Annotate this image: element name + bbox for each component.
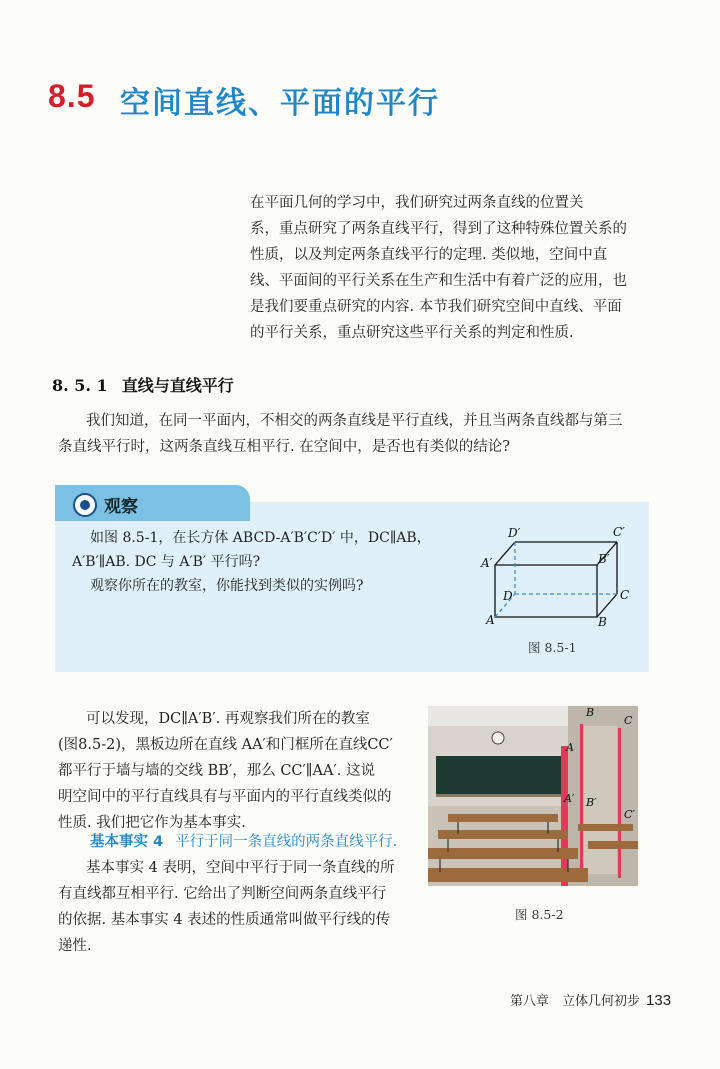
observe-line: 观察你所在的教室，你能找到类似的实例吗? [90,578,364,594]
figure-caption: 图 8.5-2 [515,907,564,922]
chapter-title: 第八章 立体几何初步 [510,994,641,1009]
photo-label: A′ [564,792,575,805]
photo-label: C [624,714,633,727]
clock-icon [492,732,504,744]
paragraph-line: (图8.5-2)，黑板边所在直线 AA′和门框所在直线CC′ [58,737,393,753]
paragraph-line: 条直线平行时，这两条直线互相平行. 在空间中，是否也有类似的结论? [58,439,510,455]
paragraph-line: 性质. 我们把它作为基本事实. [58,815,246,831]
photo-label: A [566,741,574,754]
classroom-photo [428,706,638,886]
fact-key: 基本事实 4 [90,834,164,850]
paragraph-line: 我们知道，在同一平面内，不相交的两条直线是平行直线，并且当两条直线都与第三 [86,413,623,429]
figure-caption: 图 8.5-1 [528,640,577,655]
intro-line: 在平面几何的学习中，我们研究过两条直线的位置关 [250,195,584,211]
subsection-number: 8. 5. 1 [52,376,108,395]
vertex-label: B′ [598,552,610,566]
vertex-label: A′ [481,556,493,570]
photo-label: B [586,706,595,719]
vertex-label: C′ [613,525,625,539]
paragraph-line: 都平行于墙与墙的交线 BB′，那么 CC′∥AA′. 这说 [58,763,375,779]
section-number: 8.5 [48,78,96,114]
blackboard [436,756,561,794]
subsection-title: 直线与直线平行 [121,376,234,395]
intro-line: 线、平面间的平行关系在生产和生活中有着广泛的应用，也 [250,273,627,289]
target-icon [73,493,97,517]
vertex-label: D [503,589,513,603]
photo-label: B′ [586,796,597,809]
paragraph-line: 可以发现，DC∥A′B′. 再观察我们所在的教室 [86,711,370,727]
vertex-label: B [598,615,607,629]
paragraph-explanation [58,855,420,959]
observe-line: A′B′∥AB. DC 与 A′B′ 平行吗? [72,554,261,570]
page-title: 空间直线、平面的平行 [120,86,440,121]
cuboid-edge [597,594,617,617]
subsection-heading [52,373,234,396]
vertex-label: D′ [508,526,521,540]
page-footer [510,990,671,1009]
photo-label: C′ [624,808,635,821]
paragraph-observation [58,706,420,836]
paragraph-parallel-intro [58,408,658,460]
vertex-label: A [486,613,495,627]
intro-line: 性质，以及判定两条直线平行的定理. 类似地，空间中直 [250,247,608,263]
intro-line: 是我们要重点研究的内容. 本节我们研究空间中直线、平面 [250,299,622,315]
intro-paragraph [250,190,650,346]
paragraph-line: 的依据. 基本事实 4 表述的性质通常叫做平行线的传 [58,912,391,928]
intro-line: 的平行关系，重点研究这些平行关系的判定和性质. [250,325,574,341]
page-number: 133 [646,992,672,1009]
paragraph-line: 递性. [58,938,92,954]
observe-line: 如图 8.5-1，在长方体 ABCD-A′B′C′D′ 中，DC∥AB， [90,530,431,546]
paragraph-line: 明空间中的平行直线具有与平面内的平行直线类似的 [58,789,392,805]
basic-fact-4 [90,830,397,851]
cuboid-figure [470,520,640,632]
observe-text [72,526,482,598]
paragraph-line: 有直线都互相平行. 它给出了判断空间两条直线平行 [58,886,387,902]
observe-title: 观察 [104,497,138,517]
cuboid-edge [495,542,515,565]
intro-line: 系，重点研究了两条直线平行，得到了这种特殊位置关系的 [250,221,627,237]
vertex-label: C [620,588,630,602]
fact-text: 平行于同一条直线的两条直线平行. [175,834,398,850]
paragraph-line: 基本事实 4 表明，空间中平行于同一条直线的所 [86,860,395,876]
